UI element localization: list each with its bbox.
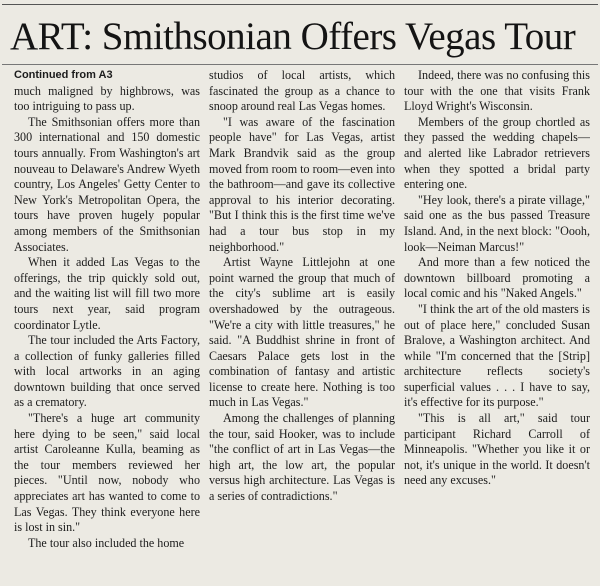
paragraph: The tour included the Arts Factory, a collection of funky galleries filled with local artworks in an aging downtown building that once served as a crematory. xyxy=(14,333,200,410)
paragraph: "I was aware of the fascination people have" for Las Vegas, artist Mark Brandvik said as the group moved from room to room—even into the bathroom—and gave its collective approval to his interior decorating. "But I think this is the first time we've had a tour bus stop in my neighborhood." xyxy=(209,114,395,254)
paragraph: "There's a huge art community here dying to be seen," said local artist Caroleanne Kulla, beaming as the tour members reviewed her pieces. "Until now, nobody who appreciates art has wanted to come to Las Vegas. They think everyone here is lost in sin." xyxy=(14,411,200,535)
paragraph: "I think the art of the old masters is out of place here," concluded Susan Bralove, a Washington architect. And while "I'm concerned that the [Strip] architecture reflects society's superficial values . . . I have to say, it's effective for its purpose." xyxy=(404,301,590,410)
paragraph: much maligned by highbrows, was too intriguing to pass up. xyxy=(14,83,200,114)
paragraph: Members of the group chortled as they passed the wedding chapels—and alerted like Labrador retrievers when they spotted a bridal party entering one. xyxy=(404,114,590,192)
paragraph: "Hey look, there's a pirate village," said one as the bus passed Treasure Island. And, in the next block: "Oooh, look—Neiman Marcus!" xyxy=(404,192,590,254)
paragraph: The tour also included the home xyxy=(28,535,185,550)
column-2 xyxy=(209,68,395,580)
paragraph: When it added Las Vegas to the offerings, the trip quickly sold out, and the waiting list will fill two more tours next year, said program coordinator Lytle. xyxy=(14,255,200,332)
paragraph: And more than a few noticed the downtown billboard promoting a local comic and his "Naked Angels." xyxy=(404,255,590,301)
paragraph: Indeed, there was no confusing this tour with the one that visits Frank Lloyd Wright's Wisconsin. xyxy=(404,68,590,114)
headline-rule xyxy=(2,64,598,65)
column-1 xyxy=(14,68,200,580)
paragraph: Artist Wayne Littlejohn at one point warned the group that much of the city's sublime art is easily overshadowed by the outrageous. "We're a city with little treasures," he said. "A Buddhist shrine in front of Caesars Palace gets lost in the combination of fantasy and artistic license to create here. Nothing is too much in Las Vegas." xyxy=(209,255,395,410)
paragraph: "This is all art," said tour participant Richard Carroll of Minneapolis. "Whether you like it or not, it's unique in the world. It doesn't need any excuses." xyxy=(404,411,590,488)
top-rule xyxy=(2,4,598,5)
paragraph: Among the challenges of planning the tour, said Hooker, was to include "the conflict of art in Las Vegas—the high art, the low art, the popular versus high architecture. Las Vegas is a series of contradictions." xyxy=(209,411,395,504)
article-body xyxy=(14,68,590,580)
column-3 xyxy=(404,68,590,580)
paragraph: studios of local artists, which fascinated the group as a chance to snoop around real Las Vegas homes. xyxy=(209,68,395,114)
paragraph: The Smithsonian offers more than 300 international and 150 domestic tours annually. From Washington's art nouveau to Delaware's Andrew Wyeth country, Los Angeles' Getty Center to New York's Metropolitan Opera, the tours have proven hugely popular among members of the Smithsonian Associates. xyxy=(14,114,200,254)
headline: ART: Smithsonian Offers Vegas Tour xyxy=(10,15,576,58)
continued-from-label: Continued from A3 xyxy=(14,69,113,81)
